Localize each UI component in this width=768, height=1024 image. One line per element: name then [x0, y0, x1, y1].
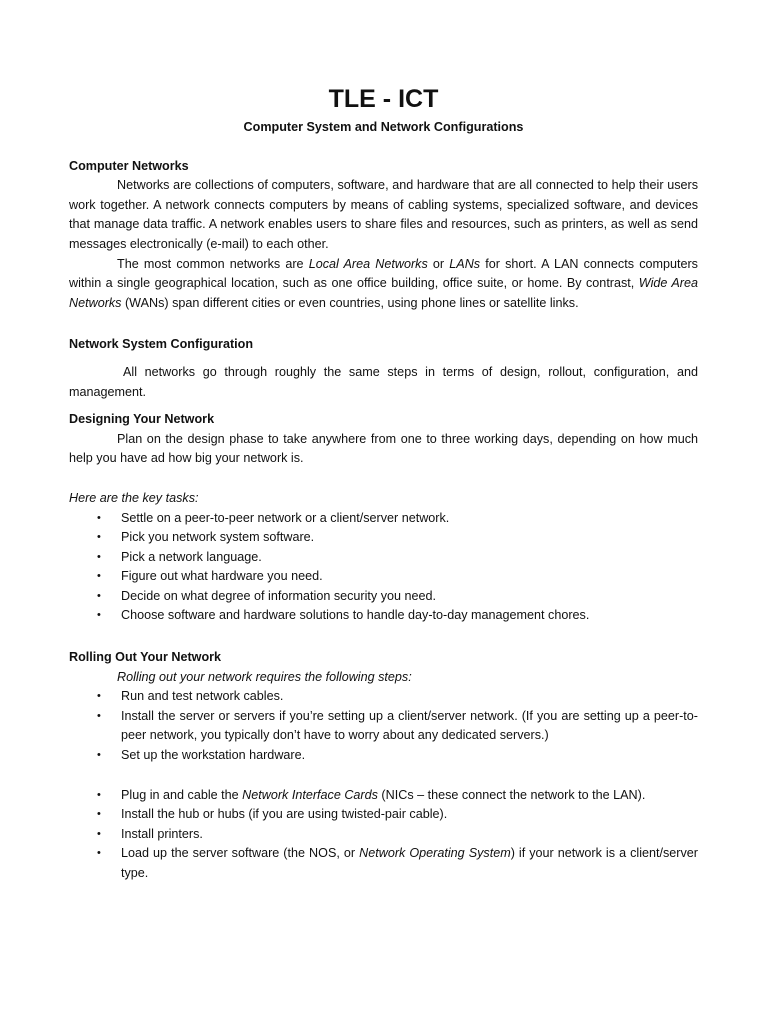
list-item: • Decide on what degree of information security you need.	[69, 587, 698, 607]
list-item	[69, 786, 698, 806]
list-item: • Pick a network language.	[69, 548, 698, 568]
list-item: • Choose software and hardware solutions to handle day-to-day management chores.	[69, 606, 698, 626]
list-item	[69, 844, 698, 883]
paragraph-design: Plan on the design phase to take anywhere from one to three working days, depending on how much help you have ad how big your network is.	[69, 431, 698, 466]
list-item: • Settle on a peer-to-peer network or a client/server network.	[69, 509, 698, 529]
list-item: • Pick you network system software.	[69, 528, 698, 548]
rollout-steps-list	[69, 687, 698, 765]
text-run: ) if your network is a client/server type.	[121, 846, 698, 880]
text-run: Plug in and cable the	[121, 787, 243, 802]
list-item: • Install printers.	[69, 825, 698, 845]
heading-designing: Designing Your Network	[69, 412, 215, 427]
tasks-list	[69, 509, 698, 627]
heading-computer-networks: Computer Networks	[69, 158, 189, 173]
text-run: The most common networks are	[117, 256, 309, 271]
paragraph-config: All networks go through roughly the same steps in terms of design, rollout, configuration, and management.	[69, 364, 698, 399]
paragraph-networks-2	[69, 255, 698, 314]
text-run: (WANs) span different cities or even countries, using phone lines or satellite links.	[121, 295, 579, 310]
term-wan: Wide Area Networks	[69, 276, 699, 310]
list-item: • Set up the workstation hardware.	[69, 746, 698, 766]
rollout-intro: Rolling out your network requires the following steps:	[117, 669, 412, 684]
rollout-steps-list-2	[69, 786, 698, 884]
text-run: for short. A LAN connects computers within a single geographical location, such as one office building, office suite, or home. By contrast,	[69, 256, 698, 291]
text-run: or	[427, 256, 450, 271]
page-subtitle: Computer System and Network Configurations	[243, 120, 524, 134]
term-lan: Local Area Networks	[308, 256, 428, 271]
text-run: Load up the server software (the NOS, or	[121, 846, 360, 861]
heading-network-config: Network System Configuration	[69, 337, 254, 352]
heading-rolling-out: Rolling Out Your Network	[69, 650, 222, 665]
text-run: (NICs – these connect the network to the LAN).	[377, 787, 646, 802]
paragraph-networks-1: Networks are collections of computers, software, and hardware that are all connected to help their users work together. A network connects computers by means of cabling systems, specialized software, and devices that manage data traffic. A network enables users to share files and resources, such as printers, as well as send messages electronically (e-mail) to each other.	[69, 178, 698, 251]
list-item: • Run and test network cables.	[69, 687, 698, 707]
term-nic: Network Interface Cards	[242, 787, 378, 802]
page-title: TLE - ICT	[328, 85, 439, 113]
list-item: • Install the hub or hubs (if you are using twisted-pair cable).	[69, 805, 698, 825]
tasks-intro: Here are the key tasks:	[69, 490, 199, 505]
term-nos: Network Operating System	[359, 846, 511, 861]
list-item: • Figure out what hardware you need.	[69, 567, 698, 587]
term-lans: LANs	[449, 256, 481, 271]
list-item: • Install the server or servers if you’re setting up a client/server network. (If you are setting up a peer-to-peer network, you typically don’t have to worry about any dedicated servers.)	[69, 707, 698, 746]
